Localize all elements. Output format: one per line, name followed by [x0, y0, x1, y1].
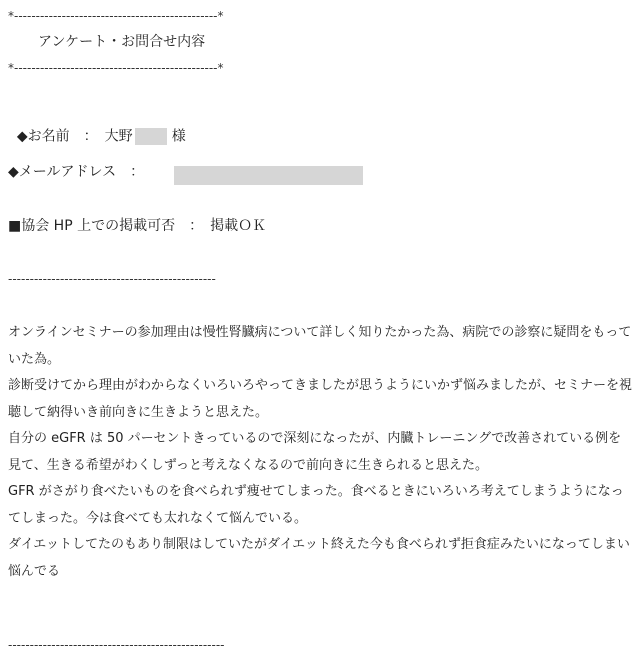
- message-paragraph: 自分の eGFR は 50 パーセントきっているので深刻になったが、内臓トレーニングで改善されている例を見て、生きる希望がわくしずっと考えなくなるので前向きに生きられると思えた。: [8, 431, 622, 473]
- email-redaction: [174, 166, 363, 185]
- header-border-top: *-----------------------------------------------*: [8, 9, 224, 23]
- name-field: [8, 112, 186, 145]
- divider-top: ------------------------------------------------: [8, 272, 216, 286]
- name-redaction: [135, 128, 167, 145]
- message-paragraph: 診断受けてから理由がわからなくいろいろやってきましたが思うようにいかず悩みましたが、セミナーを視聴して納得いき前向きに生きようと思えた。: [8, 378, 633, 420]
- publish-permission: ■協会 HP 上での掲載可否 ： 掲載ＯＫ: [8, 218, 267, 234]
- message-paragraph: オンラインセミナーの参加理由は慢性腎臓病について詳しく知りたかった為、病院での診察に疑問をもっていた為。: [8, 325, 632, 367]
- name-suffix: 様: [171, 128, 186, 145]
- message-paragraph: ダイエットしてたのもあり制限はしていたがダイエット終えた今も食べられず拒食症みたいになってしまい悩んでる: [8, 537, 630, 579]
- message-body: [8, 320, 634, 585]
- page-title: アンケート・お問合せ内容: [38, 34, 206, 50]
- header-border-bottom: *-----------------------------------------------*: [8, 61, 224, 75]
- divider-bottom: --------------------------------------------------: [8, 638, 225, 652]
- message-paragraph: GFR がさがり食べたいものを食べられず痩せてしまった。食べるときにいろいろ考えてしまうようになってしまった。今は食べても太れなくて悩んでいる。: [8, 484, 624, 526]
- name-label: ◆お名前 ： 大野: [16, 128, 133, 145]
- email-label: ◆メールアドレス ：: [8, 164, 145, 180]
